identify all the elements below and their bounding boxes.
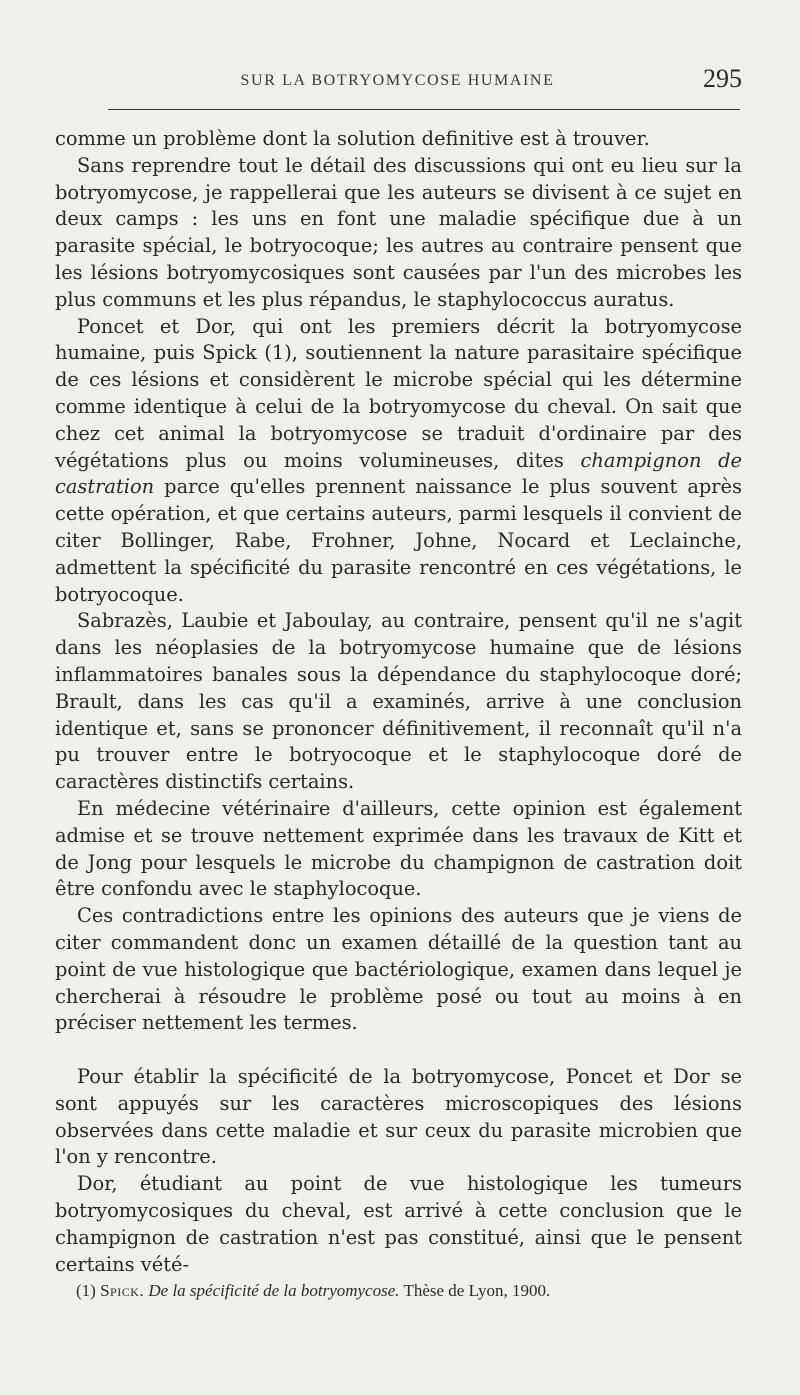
paragraph-dor: Dor, étudiant au point de vue histologique les tumeurs botryomycosiques du cheval, est arrivé à cette conclusion que le champignon de castration n'est pas constitué, ainsi que le pensent certains vété- <box>55 1172 742 1276</box>
footnote-marker: (1) <box>76 1281 96 1300</box>
paragraph-veterinaire: En médecine vétérinaire d'ailleurs, cette opinion est également admise et se trouve nettement exprimée dans les travaux de Kitt et de Jong pour lesquels le microbe du champignon de castration doit être confondu avec le staphylocoque. <box>55 796 742 901</box>
header-rule <box>108 109 740 110</box>
italic-term: champignon de castration <box>55 448 743 499</box>
paragraph-poncet-dor-part2: parce qu'elles prennent naissance le plus souvent après cette opération, et que certains auteurs, parmi lesquels il convient de citer Bollinger, Rabe, Frohner, Johne, Nocard et Leclainche, admettent la spécificité du parasite rencontré en ces végétations, le botryocoque. <box>55 475 742 606</box>
paragraph-continuation: comme un problème dont la solution definitive est à trouver. <box>55 127 650 150</box>
page-number: 295 <box>703 64 742 93</box>
paragraph-specificite: Pour établir la spécificité de la botryomycose, Poncet et Dor se sont appuyés sur les caractères microscopiques des lésions observées dans cette maladie et sur ceux du parasite microbien que l'on y rencontre. <box>55 1065 742 1169</box>
footnote-author: Spick. <box>100 1281 145 1300</box>
paragraph-poncet-dor <box>55 314 742 609</box>
footnote-rest: Thèse de Lyon, 1900. <box>403 1281 551 1300</box>
body-text <box>55 126 742 1278</box>
footnote-title: De la spécificité de la botryomycose. <box>148 1281 400 1300</box>
paragraph-sabrazes: Sabrazès, Laubie et Jaboulay, au contraire, pensent qu'il ne s'agit dans les néoplasies de la botryomycose humaine que de lésions inflammatoires banales sous la dépendance du staphylocoque doré; Brault, dans les cas qu'il a examinés, arrive à une conclusion identique et, sans se prononcer définitivement, il reconnaît qu'il n'a pu trouver entre le botryocoque et le staphylocoque doré de caractères distinctifs certains. <box>55 609 742 794</box>
paragraph-camps: Sans reprendre tout le détail des discussions qui ont eu lieu sur la botryomycose, je rappellerai que les auteurs se divisent à ce sujet en deux camps : les uns en font une maladie spécifique due à un parasite spécial, le botryocoque; les autres au contraire pensent que les lésions botryomycosiques sont causées par l'un des microbes les plus communs et les plus répandus, le staphylococcus auratus. <box>55 153 742 311</box>
page-header <box>55 66 740 106</box>
running-title: SUR LA BOTRYOMYCOSE HUMAINE <box>240 72 555 89</box>
footnote <box>76 1281 742 1301</box>
paragraph-poncet-dor-part1: Poncet et Dor, qui ont les premiers décrit la botryomycose humaine, puis Spick (1), soutiennent la nature parasitaire spécifique de ces lésions et considèrent le microbe spécial qui les détermine comme identique à celui de la botryomycose du cheval. On sait que chez cet animal la botryomycose se traduit d'ordinaire par des végétations plus ou moins volumineuses, dites <box>55 314 742 472</box>
paragraph-contradictions: Ces contradictions entre les opinions des auteurs que je viens de citer commandent donc un examen détaillé de la question tant au point de vue histologique que bactériologique, examen dans lequel je chercherai à résoudre le problème posé ou tout au moins à en préciser nettement les termes. <box>55 904 742 1035</box>
